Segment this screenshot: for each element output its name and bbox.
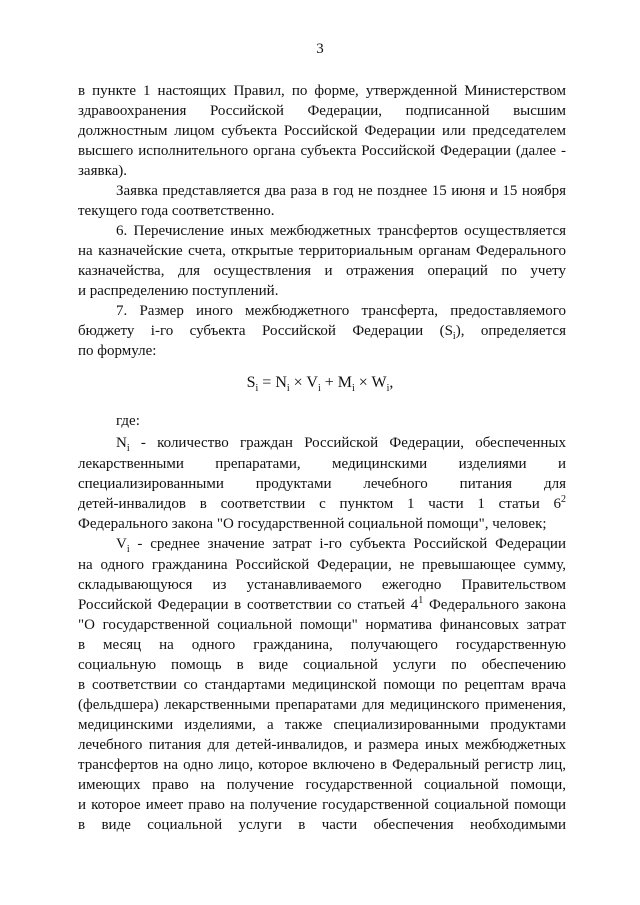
- definition-line: в соответствии со стандартами медицинской помощи по рецептам врача: [78, 677, 566, 693]
- paragraph-line: в пункте 1 настоящих Правил, по форме, утвержденной Министерством: [78, 83, 566, 99]
- formula: $S_i = N_i \times V_i + M_i \times W_i$,: [246, 374, 394, 395]
- paragraph-line: высшего исполнительного органа субъекта Российской Федерации (далее -: [78, 143, 566, 159]
- paragraph-line: должностным лицом субъекта Российской Федерации или председателем: [78, 123, 566, 139]
- definition-line: $N_i$ - количество граждан Российской Федерации, обеспеченных: [116, 435, 566, 454]
- where-label: где:: [116, 413, 140, 429]
- paragraph-line: и распределению поступлений.: [78, 283, 279, 299]
- definition-line: (фельдшера) лекарственными препаратами для медицинского применения,: [78, 697, 566, 713]
- definition-line: Российской Федерации в соответствии со статьей $4^1$ Федерального закона: [78, 595, 566, 613]
- paragraph-line: бюджету i-го субъекта Российской Федерации $(S_i)$, определяется: [78, 323, 566, 342]
- definition-line: лекарственными препаратами, медицинскими изделиями и: [78, 456, 566, 472]
- paragraph-line: 6. Перечисление иных межбюджетных трансфертов осуществляется: [116, 223, 566, 239]
- definition-line: складывающуюся из устанавливаемого ежегодно Правительством: [78, 577, 566, 593]
- definition-line: трансфертов на одно лицо, которое включено в Федеральный регистр лиц,: [78, 757, 566, 773]
- definition-line: на одного гражданина Российской Федерации, не превышающее сумму,: [78, 557, 566, 573]
- paragraph-line: на казначейские счета, открытые территориальным органам Федерального: [78, 243, 566, 259]
- paragraph-line: текущего года соответственно.: [78, 203, 275, 219]
- definition-line: "О государственной социальной помощи" норматива финансовых затрат: [78, 617, 566, 633]
- definition-line: социальную помощь в виде социальной услуги по обеспечению: [78, 657, 566, 673]
- paragraph-line: заявка).: [78, 163, 128, 179]
- paragraph-line: Заявка представляется два раза в год не позднее 15 июня и 15 ноября: [116, 183, 566, 199]
- paragraph-line: здравоохранения Российской Федерации, подписанной высшим: [78, 103, 566, 119]
- definition-line: Федерального закона "О государственной социальной помощи", человек;: [78, 516, 547, 532]
- definition-line: специализированными продуктами лечебного питания для: [78, 476, 566, 492]
- page-number: 3: [316, 41, 324, 57]
- definition-line: имеющих право на получение государственной социальной помощи,: [78, 777, 566, 793]
- definition-line: $V_i$ - среднее значение затрат i-го субъекта Российской Федерации: [116, 536, 566, 555]
- definition-line: в месяц на одного гражданина, получающего государственную: [78, 637, 566, 653]
- paragraph-line: по формуле:: [78, 343, 157, 359]
- definition-line: медицинскими изделиями, а также специализированными продуктами: [78, 717, 566, 733]
- definition-line: лечебного питания для детей-инвалидов, и размера иных межбюджетных: [78, 737, 566, 753]
- definition-line: детей-инвалидов в соответствии с пунктом 1 части 1 статьи $6^2$: [78, 494, 566, 512]
- definition-line: в виде социальной услуги в части обеспечения необходимыми: [78, 817, 566, 833]
- definition-line: и которое имеет право на получение государственной социальной помощи: [78, 797, 566, 813]
- paragraph-line: казначейства, для осуществления и отражения операций по учету: [78, 263, 566, 279]
- paragraph-line: 7. Размер иного межбюджетного трансферта, предоставляемого: [116, 303, 566, 319]
